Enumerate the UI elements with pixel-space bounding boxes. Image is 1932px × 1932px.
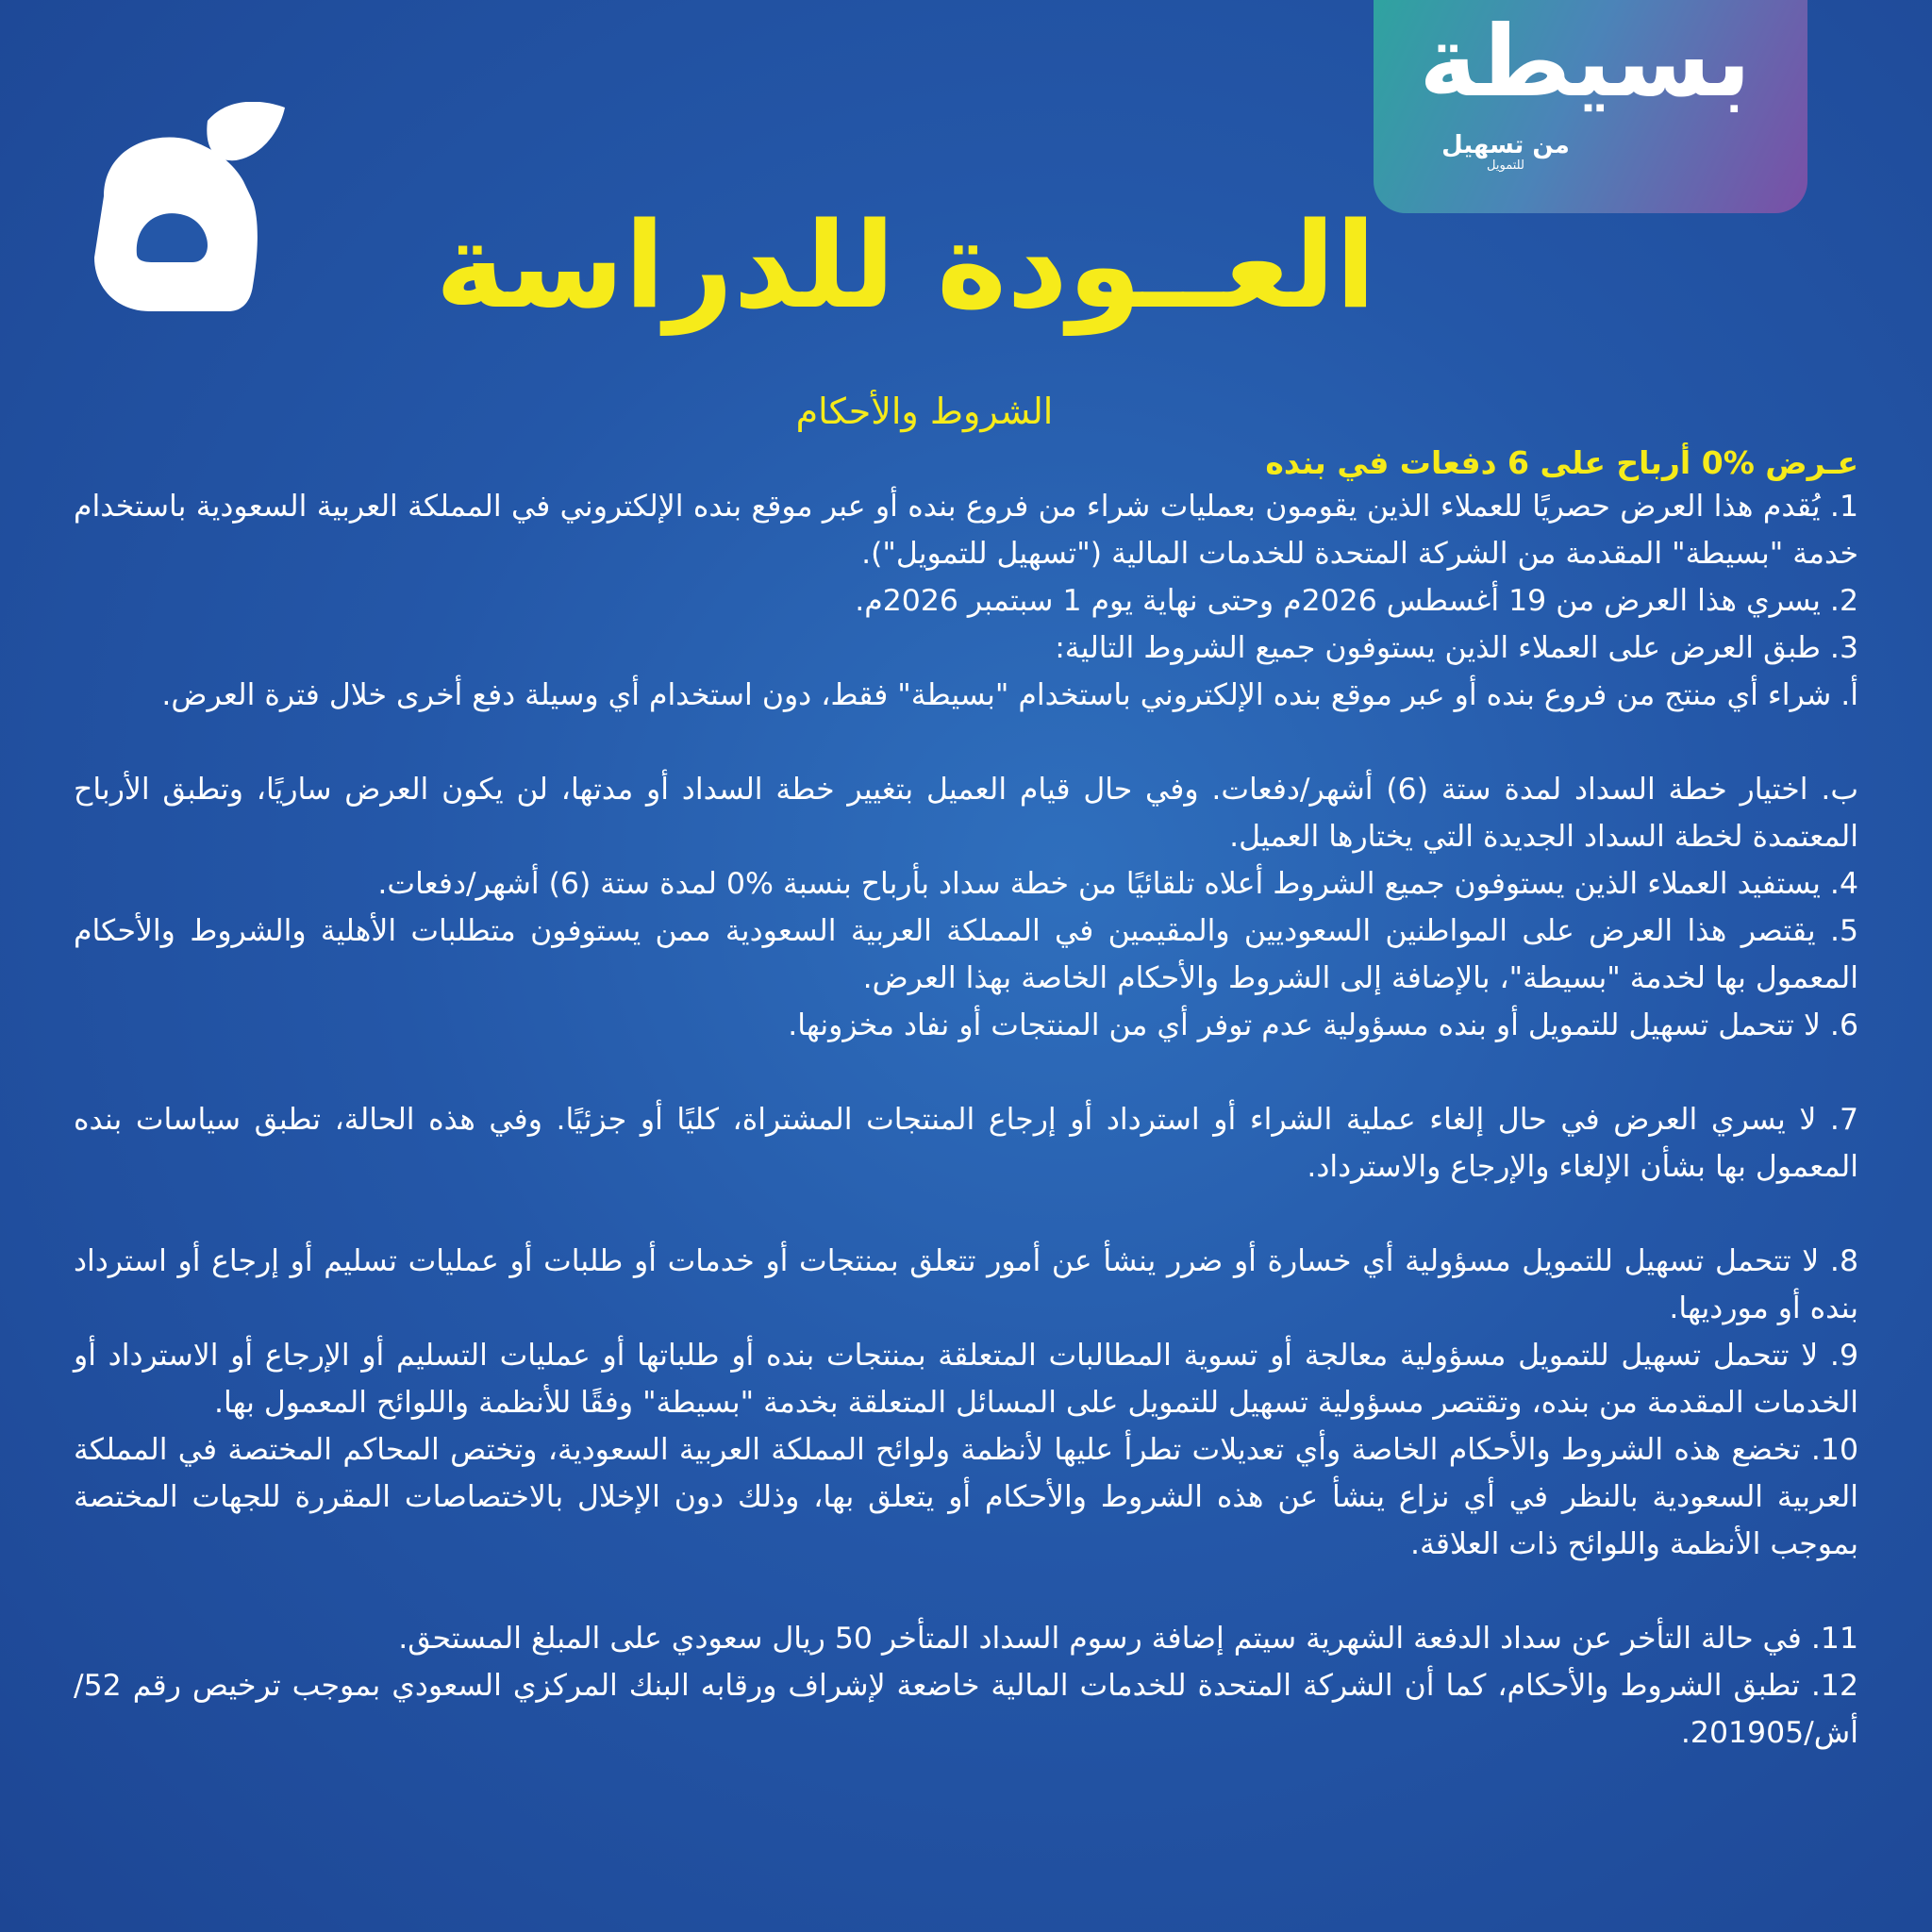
brand-badge: [1374, 0, 1807, 213]
term-item: 10. تخضع هذه الشروط والأحكام الخاصة وأي تعديلات تطرأ عليها لأنظمة ولوائح المملكة العربية السعودية، وتختص المحاكم المختصة في المملكة العربية السعودية بالنظر في أي نزاع ينشأ عن هذه الشروط والأحكام أو يتعلق بها، وذلك دون الإخلال بالاختصاصات المقررة للجهات المختصة بموجب الأنظمة واللوائح ذات العلاقة.: [74, 1433, 1858, 1561]
term-item: 8. لا تتحمل تسهيل للتمويل مسؤولية أي خسارة أو ضرر ينشأ عن أمور تتعلق بمنتجات أو خدمات أو طلبات أو عمليات تسليم أو إرجاع أو استرداد بنده أو مورديها.: [74, 1244, 1858, 1325]
term-item: 5. يقتصر هذا العرض على المواطنين السعوديين والمقيمين في المملكة العربية السعودية ممن يستوفون متطلبات الأهلية والشروط والأحكام المعمول بها لخدمة "بسيطة"، بالإضافة إلى الشروط والأحكام الخاصة بهذا العرض.: [74, 914, 1858, 995]
term-item: 2. يسري هذا العرض من 19 أغسطس 2026م وحتى نهاية يوم 1 سبتمبر 2026م.: [855, 584, 1858, 618]
term-item: 7. لا يسري العرض في حال إلغاء عملية الشراء أو استرداد أو إرجاع المنتجات المشتراة، كليًا أو جزئيًا. وفي هذه الحالة، تطبق سياسات بنده المعمول بها بشأن الإلغاء والإرجاع والاسترداد.: [74, 1103, 1858, 1184]
offer-heading: عـرض %0 أرباح على 6 دفعات في بنده: [1265, 444, 1858, 481]
partner-logo-icon: [66, 102, 292, 328]
term-item: 4. يستفيد العملاء الذين يستوفون جميع الشروط أعلاه تلقائيًا من خطة سداد بأرباح بنسبة %0 لمدة ستة (6) أشهر/دفعات.: [377, 867, 1858, 901]
page-title: العــودة للدراسة: [435, 196, 1376, 335]
brand-sub-small: للتمويل: [1487, 158, 1524, 173]
term-item: 3. طبق العرض على العملاء الذين يستوفون جميع الشروط التالية:: [1055, 631, 1858, 665]
brand-sub-prefix: من: [1532, 131, 1570, 159]
brand-subtitle: [1430, 132, 1581, 173]
term-item: 6. لا تتحمل تسهيل للتمويل أو بنده مسؤولية عدم توفر أي من المنتجات أو نفاد مخزونها.: [788, 1008, 1858, 1042]
term-item: أ. شراء أي منتج من فروع بنده أو عبر موقع بنده الإلكتروني باستخدام "بسيطة" فقط، دون استخدام أي وسيلة دفع أخرى خلال فترة العرض.: [161, 678, 1858, 712]
terms-list: [74, 483, 1858, 1757]
term-item: 12. تطبق الشروط والأحكام، كما أن الشركة المتحدة للخدمات المالية خاضعة لإشراف ورقابه البنك المركزي السعودي بموجب ترخيص رقم 52/أش/201905.: [74, 1669, 1858, 1750]
brand-sub-name: تسهيل: [1441, 131, 1524, 159]
term-item: 11. في حالة التأخر عن سداد الدفعة الشهرية سيتم إضافة رسوم السداد المتأخر 50 ريال سعودي على المبلغ المستحق.: [398, 1622, 1858, 1656]
term-item: 1. يُقدم هذا العرض حصريًا للعملاء الذين يقومون بعمليات شراء من فروع بنده أو عبر موقع بنده الإلكتروني في المملكة العربية السعودية باستخدام خدمة "بسيطة" المقدمة من الشركة المتحدة للخدمات المالية ("تسهيل للتمويل").: [74, 490, 1858, 571]
term-item: ب. اختيار خطة السداد لمدة ستة (6) أشهر/دفعات. وفي حال قيام العميل بتغيير خطة السداد أو مدتها، لن يكون العرض ساريًا، وتطبق الأرباح المعتمدة لخطة السداد الجديدة التي يختارها العميل.: [74, 773, 1858, 854]
term-item: 9. لا تتحمل تسهيل للتمويل مسؤولية معالجة أو تسوية المطالبات المتعلقة بمنتجات بنده أو طلباتها أو عمليات التسليم أو الإرجاع أو الاسترداد أو الخدمات المقدمة من بنده، وتقتصر مسؤولية تسهيل للتمويل على المسائل المتعلقة بخدمة "بسيطة" وفقًا للأنظمة واللوائح المعمول بها.: [74, 1339, 1858, 1420]
page-subtitle: الشروط والأحكام: [795, 391, 1054, 432]
brand-name: بسيطة: [1419, 4, 1751, 119]
